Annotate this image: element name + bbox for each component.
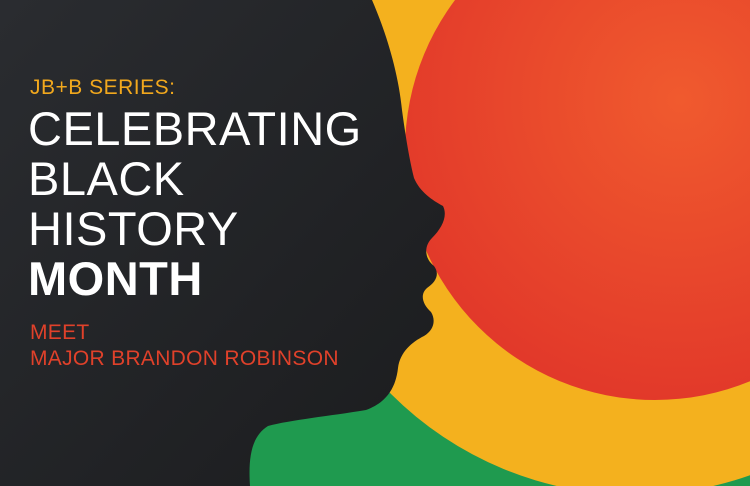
- headline-line-month: MONTH: [28, 252, 203, 305]
- meet-subtitle: [30, 320, 339, 372]
- headline-line-history: HISTORY: [28, 202, 239, 255]
- headline-line-celebrating: CELEBRATING: [28, 102, 362, 155]
- headline-line-black: BLACK: [28, 152, 185, 205]
- series-label: JB+B SERIES:: [30, 76, 176, 99]
- headline: [28, 104, 362, 304]
- meet-label: MEET: [30, 321, 90, 344]
- honoree-name: MAJOR BRANDON ROBINSON: [30, 347, 339, 370]
